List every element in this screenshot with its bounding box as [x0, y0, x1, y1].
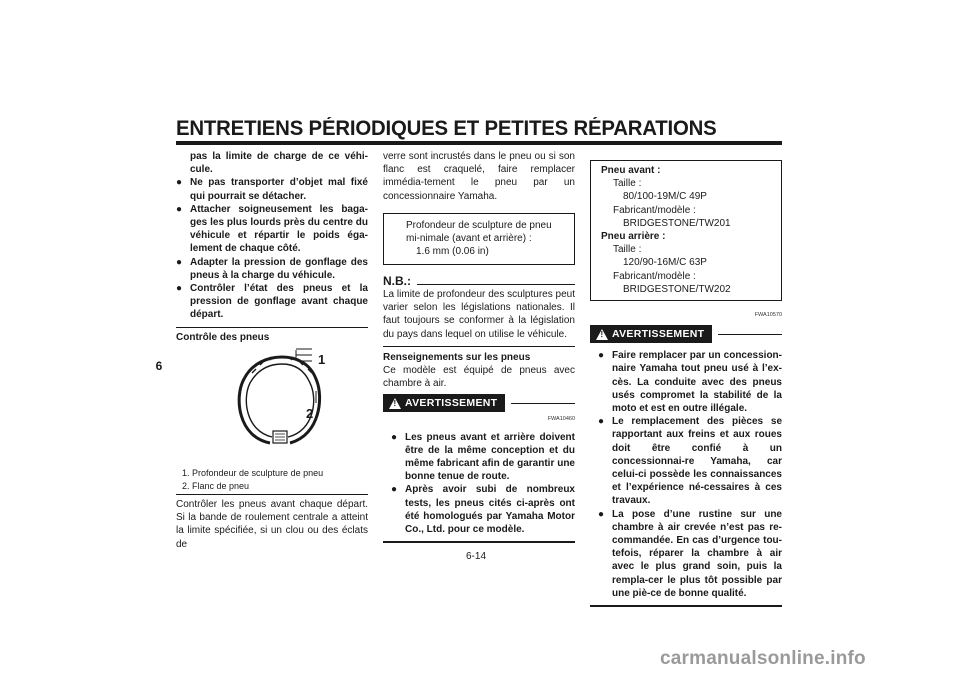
divider [176, 494, 368, 495]
warning-badge: ! AVERTISSEMENT [590, 325, 712, 343]
spec-label: Profondeur de sculpture de pneu mi-nimale (avant et arrière) : [406, 219, 552, 244]
rear-size: 120/90-16M/C 63P [623, 257, 707, 269]
header-rule [176, 141, 782, 145]
legend-item: 1. Profondeur de sculpture de pneu [182, 468, 324, 478]
legend-item: 2. Flanc de pneu [182, 480, 250, 491]
bullet-icon: ● [598, 508, 605, 520]
figure-callout-2: 2 [306, 406, 314, 421]
subsection-title: Renseignements sur les pneus [383, 351, 531, 363]
bullet-icon: ● [598, 416, 605, 428]
bullet-icon: ● [176, 203, 183, 215]
column-3 [590, 160, 782, 607]
page-title: ENTRETIENS PÉRIODIQUES ET PETITES RÉPARATIONS [176, 117, 717, 140]
bullet-icon: ● [176, 283, 183, 295]
maker-label: Fabricant/modèle : [613, 270, 696, 282]
divider [176, 327, 368, 328]
tire-cross-section-figure [230, 345, 330, 445]
watermark: carmanualsonline.info [660, 648, 866, 669]
chapter-side-bar [143, 268, 173, 358]
column-2 [383, 150, 575, 543]
list-item: ● Attacher soigneusement les baga-ges les plus lourds près du centre du véhicule et répartir le poids éga-lement de chaque côté. [176, 203, 368, 255]
body-text: verre sont incrustés dans le pneu ou si son flanc est craquelé, faire remplacer immédia-tement le pneu par un concessionnaire Yamaha. [383, 151, 575, 202]
tire-inner [246, 364, 313, 437]
chapter-number: 6 [150, 355, 168, 377]
list-item: ● La pose d’une rustine sur une chambre à air crevée n’est pas re-commandée. En cas d’urgence tou-tefois, réparer la chambre à air avec le plus grand soin, puis la rempla-cer le plus tôt possible par une piè-ce de bonne qualité. [598, 508, 782, 599]
divider [383, 346, 575, 347]
list-item: ● Les pneus avant et arrière doivent être de la même conception et du même fabricant afin de garantir une bonne tenue de route. [391, 431, 575, 483]
bullet-icon: ● [176, 256, 183, 268]
warning-code: FWA10570 [754, 312, 782, 319]
warning-code: FWA10460 [547, 416, 575, 423]
divider [718, 334, 782, 335]
section-title: Contrôle des pneus [176, 331, 270, 343]
intro-text: pas la limite de charge de ce véhi-cule. [190, 151, 368, 176]
list-item: ● Ne pas transporter d’objet mal fixé qui pourrait se détacher. [176, 177, 368, 202]
figure-legend [182, 467, 368, 492]
note-label: N.B.: [383, 273, 411, 288]
divider [383, 541, 575, 543]
divider [417, 284, 575, 285]
bullet-icon: ● [391, 431, 398, 443]
spec-box [383, 213, 575, 265]
warning-badge: ! AVERTISSEMENT [383, 394, 505, 412]
note-header [383, 275, 575, 288]
bullet-icon: ● [391, 484, 398, 496]
warning-header [590, 325, 782, 343]
tire-outline [239, 357, 319, 443]
warning-icon: ! [596, 329, 608, 340]
tire-spec-box [590, 160, 782, 301]
size-label: Taille : [613, 178, 642, 190]
bullet-icon: ● [176, 177, 183, 189]
body-text: Contrôler les pneus avant chaque départ. Si la bande de roulement centrale a atteint la limite spécifiée, si un clou ou des éclats de [176, 499, 368, 550]
rear-tire-title: Pneu arrière : [601, 231, 666, 243]
spec-value: 1.6 mm (0.06 in) [416, 245, 489, 257]
divider [590, 605, 782, 607]
list-item: ● Adapter la pression de gonflage des pneus à la charge du véhicule. [176, 256, 368, 281]
page-number: 6-14 [466, 551, 487, 562]
warning-header [383, 394, 575, 412]
front-size: 80/100-19M/C 49P [623, 191, 707, 203]
maker-label: Fabricant/modèle : [613, 204, 696, 216]
bullet-icon: ● [598, 350, 605, 362]
front-maker: BRIDGESTONE/TW201 [623, 217, 731, 229]
rear-maker: BRIDGESTONE/TW202 [623, 283, 731, 295]
list-item: ● Contrôler l’état des pneus et la pression de gonflage avant chaque départ. [176, 283, 368, 321]
column-1 [176, 150, 368, 344]
size-label: Taille : [613, 244, 642, 256]
figure-callout-1: 1 [318, 352, 326, 367]
divider [511, 403, 575, 404]
front-tire-title: Pneu avant : [601, 165, 661, 176]
list-item: ● Faire remplacer par un concession-naire Yamaha tout pneu usé à l’ex-cès. La conduite avec des pneus usés compromet la stabilité de la moto et est en outre illégale. [598, 350, 782, 415]
list-item: ● Après avoir subi de nombreux tests, les pneus cités ci-après ont été homologués par Yamaha Motor Co., Ltd. pour ce modèle. [391, 484, 575, 536]
body-text: Ce modèle est équipé de pneus avec chambre à air. [383, 365, 575, 390]
warning-icon: ! [389, 398, 401, 409]
note-text: La limite de profondeur des sculptures peut varier selon les législations nationales. Il faut toujours se conformer à la législation du pays dans lequel on utilise le véhicule. [383, 289, 575, 340]
list-item: ● Le remplacement des pièces se rapportant aux freins et aux roues doit être confié à un concessionnai-re Yamaha, car celui-ci possède les connaissances et l’expérience né-cessaires à ces travaux. [598, 416, 782, 507]
